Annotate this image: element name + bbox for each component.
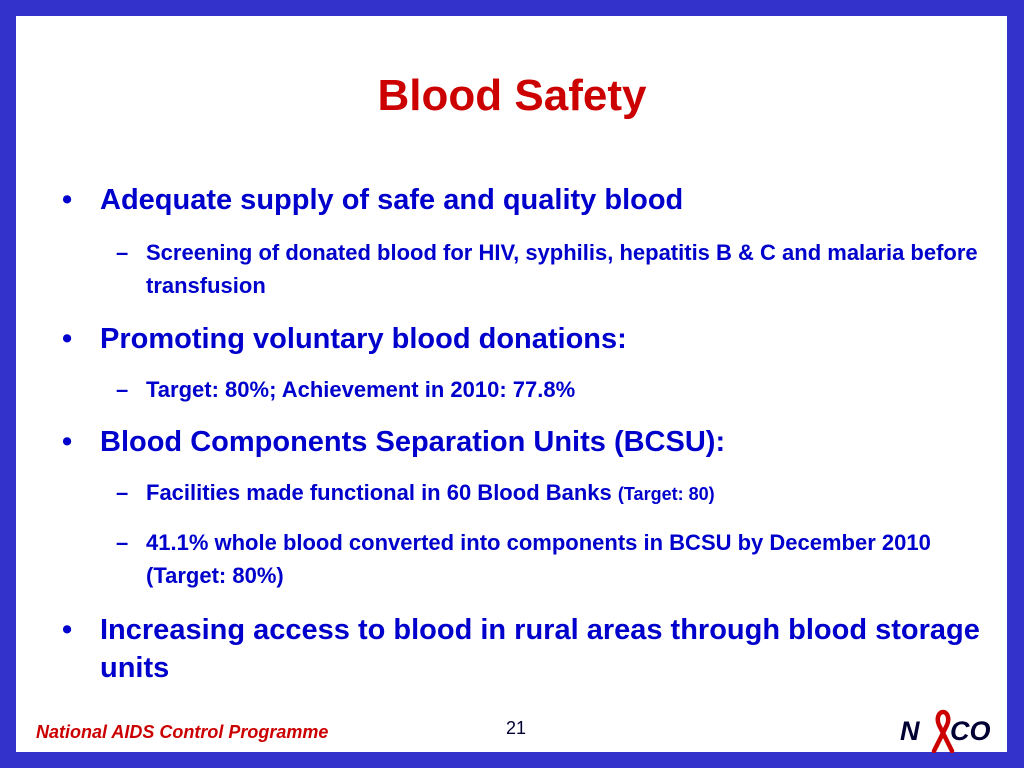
bullet-dot: • — [62, 184, 73, 216]
sub-bullet-text: 41.1% whole blood converted into components in BCSU by December 2010 (Target: 80%) — [146, 530, 931, 588]
sub-bullet-item — [116, 236, 986, 302]
sub-bullet-dash: – — [116, 240, 129, 265]
bullet-dot: • — [62, 614, 73, 646]
bullet-dot: • — [62, 426, 73, 458]
sub-bullet-dash: – — [116, 377, 129, 402]
page-number: 21 — [506, 718, 527, 738]
sub-bullet-text: Screening of donated blood for HIV, syphilis, hepatitis B & C and malaria before transfusion — [146, 240, 978, 298]
sub-bullet-target-note: (Target: 80) — [617, 484, 715, 504]
bullet-text: Promoting voluntary blood donations: — [100, 323, 627, 355]
bullet-item — [62, 181, 980, 219]
slide-title: Blood Safety — [377, 71, 647, 120]
bullet-item — [62, 423, 980, 461]
bullet-text: Adequate supply of safe and quality blood — [100, 184, 684, 216]
sub-bullet-dash: – — [116, 530, 129, 555]
sub-bullet-item — [116, 526, 986, 592]
sub-bullet-text: Target: 80%; Achievement in 2010: 77.8% — [146, 377, 576, 402]
sub-bullet-text: Facilities made functional in 60 Blood Banks — [146, 480, 612, 505]
bullet-item — [62, 320, 980, 358]
bullet-text: Blood Components Separation Units (BCSU): — [100, 426, 726, 458]
bullet-dot: • — [62, 323, 73, 355]
footer-organization: National AIDS Control Programme — [36, 722, 329, 742]
bullet-text: Increasing access to blood in rural areas through blood storage units — [100, 614, 980, 684]
logo-text-n: N — [900, 716, 920, 746]
sub-bullet-dash: – — [116, 480, 129, 505]
logo-text-co: CO — [950, 716, 991, 746]
naco-logo — [898, 707, 1008, 753]
sub-bullet-item — [116, 476, 986, 511]
bullet-item — [62, 611, 980, 687]
sub-bullet-item — [116, 373, 986, 406]
